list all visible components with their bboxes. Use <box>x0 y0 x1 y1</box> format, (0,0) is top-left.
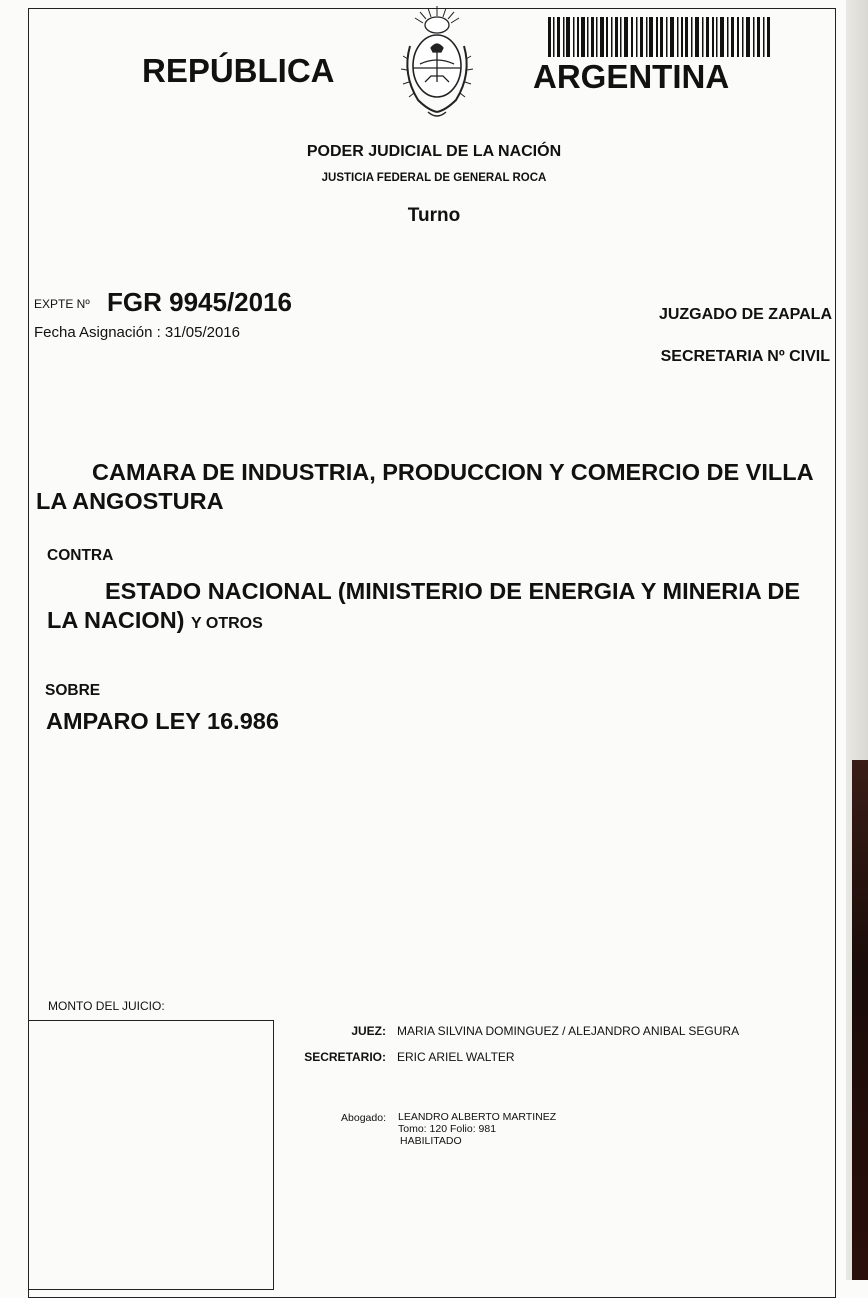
plaintiff-name: CAMARA DE INDUSTRIA, PRODUCCION Y COMERCIO DE VILLA LA ANGOSTURA <box>36 459 813 514</box>
case-subject: AMPARO LEY 16.986 <box>46 708 279 734</box>
juez-value: MARIA SILVINA DOMINGUEZ / ALEJANDRO ANIBAL SEGURA <box>397 1024 740 1038</box>
court-system-subtitle: JUSTICIA FEDERAL DE GENERAL ROCA <box>321 172 547 184</box>
juez-label: JUEZ: <box>351 1024 386 1038</box>
monto-label: MONTO DEL JUICIO: <box>48 999 165 1013</box>
monto-box <box>28 1020 274 1290</box>
defendant-suffix: Y OTROS <box>191 615 263 632</box>
secretario-label: SECRETARIO: <box>304 1050 386 1064</box>
coat-of-arms-icon <box>398 4 476 122</box>
contra-label: CONTRA <box>47 547 114 564</box>
barcode-icon <box>548 17 770 57</box>
abogado-label: Abogado: <box>341 1112 386 1124</box>
sobre-label: SOBRE <box>45 682 101 699</box>
abogado-name: LEANDRO ALBERTO MARTINEZ <box>398 1111 557 1123</box>
header-left-word: REPÚBLICA <box>142 52 335 89</box>
adjacent-page-edge <box>846 0 868 1280</box>
abogado-tomo: Tomo: 120 Folio: 981 <box>398 1123 497 1135</box>
fecha-asignacion <box>34 324 240 341</box>
expte-label: EXPTE Nº <box>34 297 90 311</box>
secretario-value: ERIC ARIEL WALTER <box>397 1050 515 1064</box>
juzgado: JUZGADO DE ZAPALA <box>658 306 832 323</box>
defendant-block <box>47 577 807 638</box>
fecha-label: Fecha Asignación : <box>34 324 161 341</box>
header-right-word: ARGENTINA <box>533 58 730 95</box>
fecha-value: 31/05/2016 <box>164 324 240 341</box>
defendant-name: ESTADO NACIONAL (MINISTERIO DE ENERGIA Y MINERIA DE LA NACION) <box>47 578 801 633</box>
expte-number: FGR 9945/2016 <box>107 287 293 317</box>
section-turno: Turno <box>407 205 461 226</box>
secretaria: SECRETARIA Nº CIVIL <box>660 348 830 365</box>
dark-background-edge <box>852 760 868 1280</box>
institution-title: PODER JUDICIAL DE LA NACIÓN <box>306 143 562 160</box>
abogado-status: HABILITADO <box>400 1135 462 1147</box>
